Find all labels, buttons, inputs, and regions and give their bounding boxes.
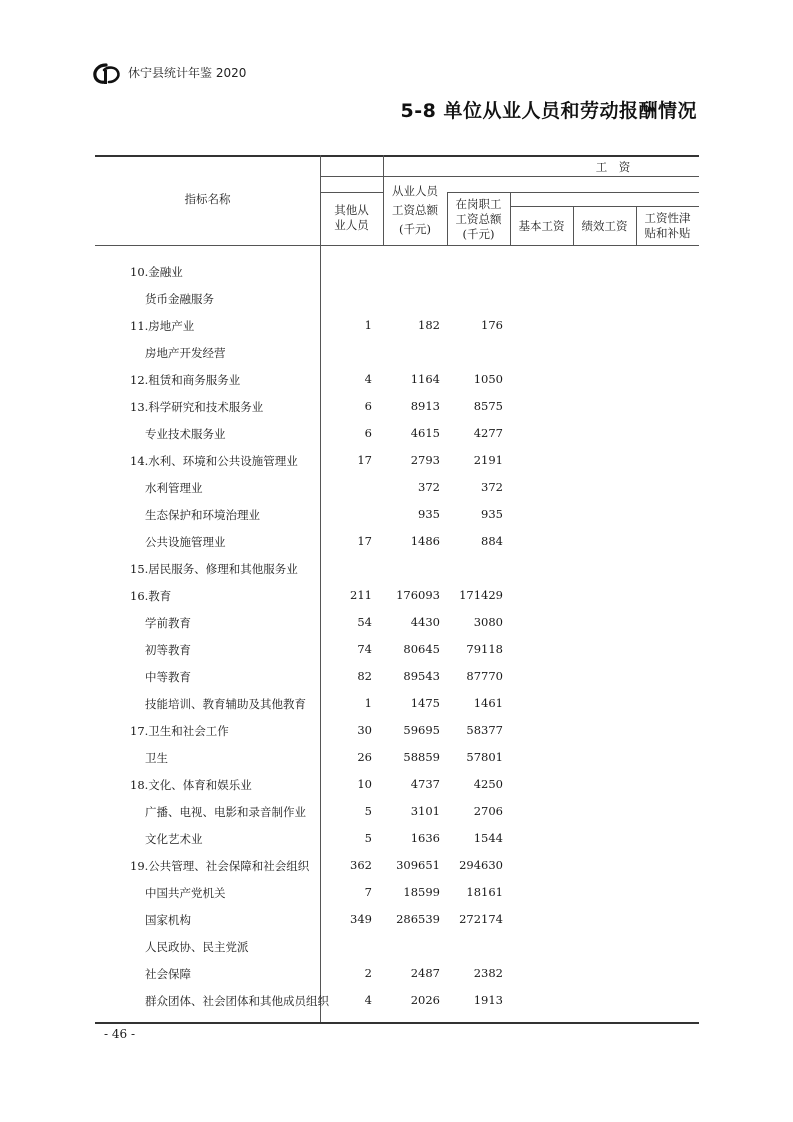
table-row — [95, 723, 520, 743]
table-row — [95, 399, 520, 419]
total-wages-value: 1475 — [410, 696, 440, 710]
other-staff-value: 1 — [364, 318, 372, 332]
row-name: 16.教育 — [130, 589, 172, 603]
onpost-wages-value: 272174 — [459, 912, 503, 926]
total-wages-value: 286539 — [396, 912, 440, 926]
other-staff-value: 4 — [364, 372, 372, 386]
row-name: 11.房地产业 — [130, 319, 195, 333]
onpost-wages-value: 1913 — [473, 993, 503, 1007]
table-row — [95, 858, 520, 878]
total-wages-value: 309651 — [396, 858, 440, 872]
onpost-wages-value: 372 — [481, 480, 503, 494]
other-staff-value: 4 — [364, 993, 372, 1007]
header-total-wages — [383, 184, 447, 237]
table-row — [95, 615, 520, 635]
table-row — [95, 291, 520, 311]
onpost-wages-value: 1050 — [473, 372, 503, 386]
onpost-wages-value: 2191 — [473, 453, 503, 467]
table-bottom-rule — [95, 1022, 699, 1024]
table-row — [95, 966, 520, 986]
other-staff-value: 82 — [357, 669, 372, 683]
onpost-wages-value: 1461 — [473, 696, 503, 710]
total-wages-value: 372 — [418, 480, 440, 494]
header-total-wages-line1: 从业人员 — [392, 184, 438, 198]
table-row — [95, 426, 520, 446]
header-bottom-rule — [95, 245, 699, 246]
total-wages-value: 182 — [418, 318, 440, 332]
onpost-wages-value: 2706 — [473, 804, 503, 818]
table-row — [95, 696, 520, 716]
row-name: 初等教育 — [145, 643, 191, 657]
total-wages-value: 1636 — [410, 831, 440, 845]
wages-group-label: 工 资 — [595, 160, 631, 174]
total-wages-value: 80645 — [403, 642, 440, 656]
onpost-wages-value: 79118 — [466, 642, 503, 656]
onpost-wages-value: 3080 — [473, 615, 503, 629]
other-staff-value: 362 — [350, 858, 372, 872]
onpost-wages-value: 884 — [481, 534, 503, 548]
other-staff-value: 74 — [357, 642, 372, 656]
total-wages-value: 2793 — [410, 453, 440, 467]
total-wages-value: 1486 — [410, 534, 440, 548]
other-staff-value: 10 — [357, 777, 372, 791]
other-staff-value: 17 — [357, 534, 372, 548]
header-subrule-1 — [320, 176, 383, 177]
onpost-wages-value: 1544 — [473, 831, 503, 845]
table-row — [95, 480, 520, 500]
onpost-wages-value: 935 — [481, 507, 503, 521]
other-staff-value: 2 — [364, 966, 372, 980]
header-total-wages-line3: (千元) — [399, 222, 431, 236]
onpost-wages-value: 294630 — [459, 858, 503, 872]
header-basic-wage: 基本工资 — [518, 219, 565, 233]
total-wages-value: 4615 — [410, 426, 440, 440]
table-row — [95, 588, 520, 608]
table-row — [95, 561, 520, 581]
header-onpost-wages-line2: 工资总额 — [455, 212, 502, 226]
row-name: 12.租赁和商务服务业 — [130, 373, 241, 387]
table-row — [95, 804, 520, 824]
other-staff-value: 5 — [364, 831, 372, 845]
table-row — [95, 750, 520, 770]
book-title: 休宁县统计年鉴 2020 — [128, 66, 247, 80]
other-staff-value: 17 — [357, 453, 372, 467]
onpost-wages-value: 2382 — [473, 966, 503, 980]
total-wages-value: 4737 — [410, 777, 440, 791]
table-row — [95, 453, 520, 473]
onpost-wages-value: 8575 — [473, 399, 503, 413]
row-name: 10.金融业 — [130, 265, 183, 279]
header-allowance-line1: 工资性津 — [644, 211, 691, 225]
header-allowance-line2: 贴和补贴 — [644, 226, 691, 240]
row-name: 19.公共管理、社会保障和社会组织 — [130, 859, 310, 873]
table-row — [95, 912, 520, 932]
other-staff-value: 30 — [357, 723, 372, 737]
row-name: 14.水利、环境和公共设施管理业 — [130, 454, 298, 468]
header-subrule-3 — [320, 192, 383, 193]
row-name: 15.居民服务、修理和其他服务业 — [130, 562, 298, 576]
total-wages-value: 59695 — [403, 723, 440, 737]
row-name: 技能培训、教育辅助及其他教育 — [145, 697, 306, 711]
other-staff-value: 26 — [357, 750, 372, 764]
onpost-wages-value: 4277 — [473, 426, 503, 440]
row-name: 水利管理业 — [145, 481, 203, 495]
header-subrule-4 — [447, 192, 699, 193]
page-number: - 46 - — [104, 1027, 136, 1041]
row-name: 中等教育 — [145, 670, 191, 684]
row-name: 学前教育 — [145, 616, 191, 630]
header-allowance — [636, 211, 699, 241]
row-name: 专业技术服务业 — [145, 427, 226, 441]
row-name: 社会保障 — [145, 967, 191, 981]
onpost-wages-value: 4250 — [473, 777, 503, 791]
table-row — [95, 777, 520, 797]
total-wages-value: 8913 — [410, 399, 440, 413]
header-subrule-2 — [383, 176, 699, 177]
row-name: 文化艺术业 — [145, 832, 203, 846]
row-name: 生态保护和环境治理业 — [145, 508, 260, 522]
total-wages-value: 935 — [418, 507, 440, 521]
total-wages-value: 18599 — [403, 885, 440, 899]
header-subrule-5 — [510, 206, 699, 207]
row-name: 货币金融服务 — [145, 292, 214, 306]
onpost-wages-value: 57801 — [466, 750, 503, 764]
row-name: 人民政协、民主党派 — [145, 940, 249, 954]
header-performance-wage: 绩效工资 — [581, 219, 628, 233]
header-other-staff-line1: 其他从 — [334, 203, 369, 217]
header-onpost-wages-line1: 在岗职工 — [455, 197, 502, 211]
row-name: 17.卫生和社会工作 — [130, 724, 229, 738]
row-name: 18.文化、体育和娱乐业 — [130, 778, 252, 792]
row-name: 公共设施管理业 — [145, 535, 226, 549]
table-row — [95, 318, 520, 338]
total-wages-value: 1164 — [410, 372, 440, 386]
row-name: 群众团体、社会团体和其他成员组织 — [145, 994, 329, 1008]
header-other-staff-line2: 业人员 — [334, 218, 369, 232]
row-name: 房地产开发经营 — [145, 346, 226, 360]
other-staff-value: 6 — [364, 426, 372, 440]
row-name: 广播、电视、电影和录音制作业 — [145, 805, 306, 819]
other-staff-value: 349 — [350, 912, 372, 926]
onpost-wages-value: 18161 — [466, 885, 503, 899]
row-name: 13.科学研究和技术服务业 — [130, 400, 264, 414]
other-staff-value: 211 — [350, 588, 372, 602]
onpost-wages-value: 171429 — [459, 588, 503, 602]
header-total-wages-line2: 工资总额 — [392, 203, 438, 217]
table-row — [95, 885, 520, 905]
page-title: 5-8 单位从业人员和劳动报酬情况 — [400, 100, 697, 122]
other-staff-value: 1 — [364, 696, 372, 710]
row-name: 中国共产党机关 — [145, 886, 226, 900]
other-staff-value: 5 — [364, 804, 372, 818]
table-row — [95, 507, 520, 527]
table-row — [95, 831, 520, 851]
table-row — [95, 534, 520, 554]
onpost-wages-value: 58377 — [466, 723, 503, 737]
header-onpost-wages-line3: (千元) — [462, 227, 495, 241]
header-onpost-wages — [447, 197, 510, 242]
header-other-staff — [320, 203, 383, 233]
total-wages-value: 2026 — [410, 993, 440, 1007]
onpost-wages-value: 176 — [481, 318, 503, 332]
table-row — [95, 939, 520, 959]
other-staff-value: 54 — [357, 615, 372, 629]
table-row — [95, 669, 520, 689]
total-wages-value: 176093 — [396, 588, 440, 602]
table-top-rule — [95, 155, 699, 157]
total-wages-value: 2487 — [410, 966, 440, 980]
header-indicator-name: 指标名称 — [184, 192, 231, 206]
table-row — [95, 372, 520, 392]
other-staff-value: 7 — [364, 885, 372, 899]
total-wages-value: 58859 — [403, 750, 440, 764]
yearbook-logo-icon — [92, 62, 122, 86]
total-wages-value: 4430 — [410, 615, 440, 629]
total-wages-value: 3101 — [410, 804, 440, 818]
row-name: 卫生 — [145, 751, 168, 765]
table-row — [95, 993, 520, 1013]
row-name: 国家机构 — [145, 913, 191, 927]
other-staff-value: 6 — [364, 399, 372, 413]
table-row — [95, 642, 520, 662]
table-row — [95, 345, 520, 365]
table-row — [95, 264, 520, 284]
total-wages-value: 89543 — [403, 669, 440, 683]
onpost-wages-value: 87770 — [466, 669, 503, 683]
